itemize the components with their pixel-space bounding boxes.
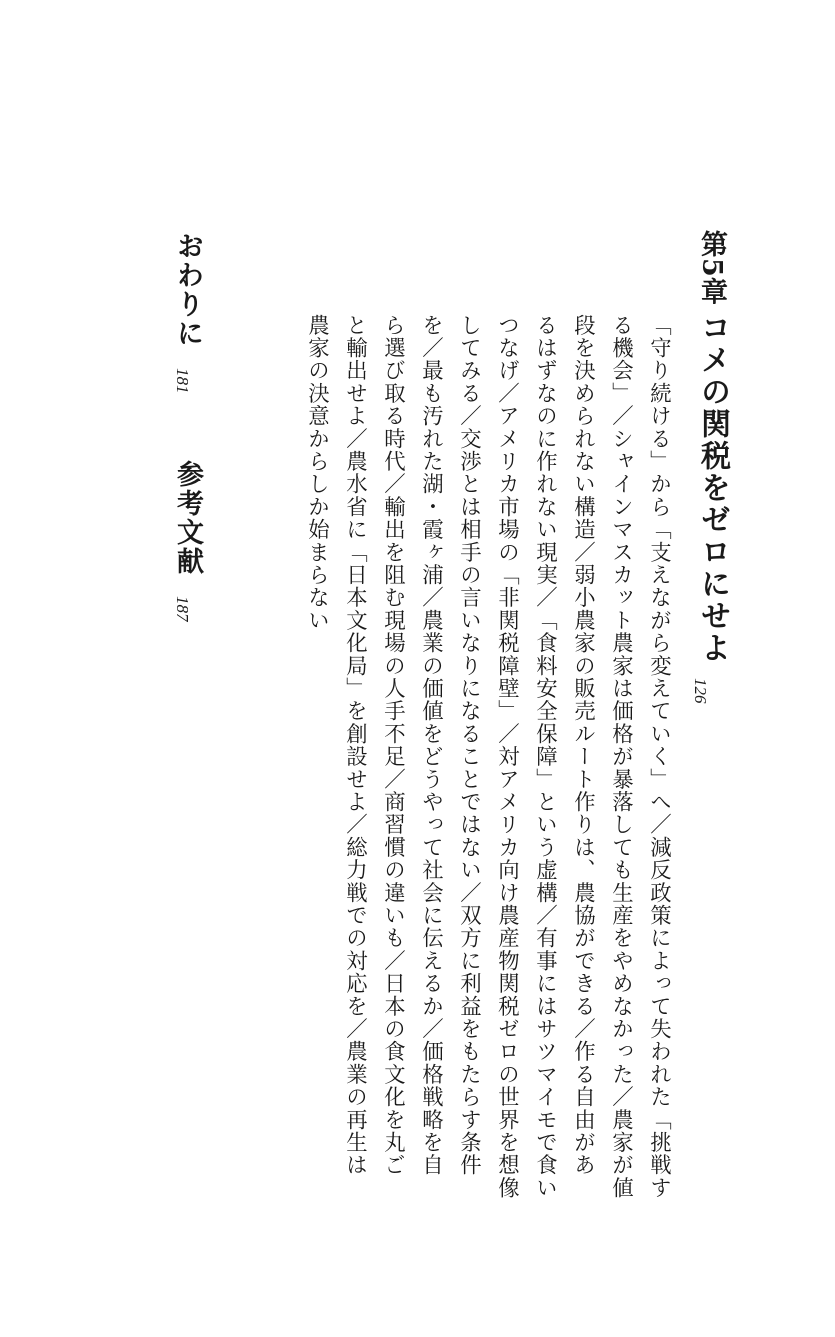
section-line: 段を決められない構造／弱小農家の販売ルート作りは、農協ができる／作る自由があ xyxy=(570,314,596,1177)
section-line: 農家の決意からしか始まらない xyxy=(304,314,330,632)
section-line: 「守り続ける」から「支えながら変えていく」へ／減反政策によって失われた「挑戦す xyxy=(646,314,672,1200)
chapter-title: コメの関税をゼロにせよ xyxy=(695,312,730,664)
chapter-number: 第5章 xyxy=(696,230,727,306)
back-matter-afterword-page: 181 xyxy=(173,368,192,394)
section-line: と輸出せよ／農水省に「日本文化局」を創設せよ／総力戦での対応を／農業の再生は xyxy=(342,314,368,1177)
section-line: る機会」／シャインマスカット農家は価格が暴落しても生産をやめなかった／農家が値 xyxy=(608,314,634,1200)
section-line: してみる／交渉とは相手の言いなりになることではない／双方に利益をもたらす条件 xyxy=(456,314,482,1177)
section-line: つなげ／アメリカ市場の「非関税障壁」／対アメリカ向け農産物関税ゼロの世界を想像 xyxy=(494,314,520,1200)
back-matter-references-page: 187 xyxy=(173,596,192,622)
chapter-page-number: 126 xyxy=(691,678,710,704)
section-line: るはずなのに作れない現実／「食料安全保障」という虚構／有事にはサツマイモで食い xyxy=(532,314,558,1200)
back-matter-references: 参考文献 xyxy=(172,460,203,576)
back-matter-afterword: おわりに xyxy=(172,232,203,348)
section-line: ら選び取る時代／輸出を阻む現場の人手不足／商習慣の違いも／日本の食文化を丸ご xyxy=(380,314,406,1177)
section-line: を／最も汚れた湖・霞ヶ浦／農業の価値をどうやって社会に伝えるか／価格戦略を自 xyxy=(418,314,444,1177)
